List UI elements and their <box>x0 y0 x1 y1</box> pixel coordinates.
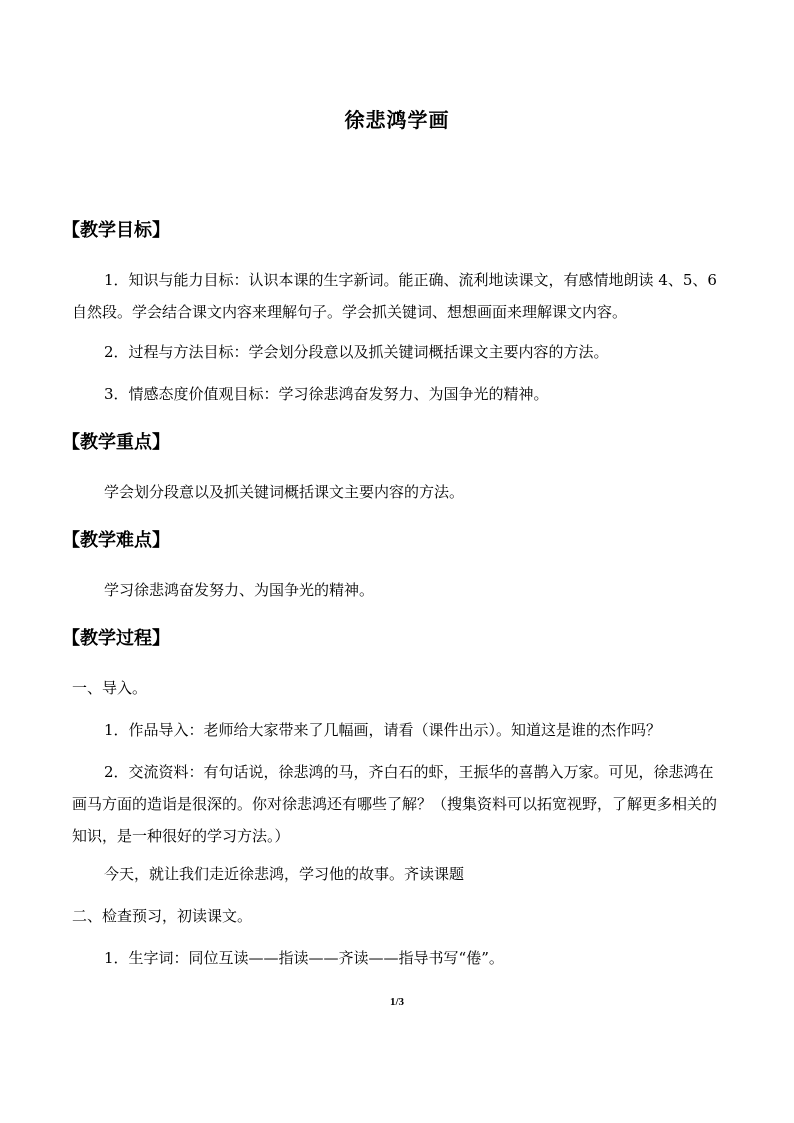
difficulties-text: 学习徐悲鸿奋发努力、为国争光的精神。 <box>104 581 375 599</box>
page-title: 徐悲鸿学画 <box>344 108 450 132</box>
page-number: 1/3 <box>389 996 405 1008</box>
key-points-text: 学会划分段意以及抓关键词概括课文主要内容的方法。 <box>104 483 465 501</box>
section-heading-key-points: 【教学重点】 <box>62 432 170 453</box>
objective-item-1: 1．知识与能力目标：认识本课的生字新词。能正确、流利地读课文，有感情地朗读 4、5、6 自然段。学会结合课文内容来理解句子。学会抓关键词、想想画面来理解课文内容。 <box>72 271 717 321</box>
process-step1-item-1: 1．作品导入：老师给大家带来了几幅画，请看（课件出示）。知道这是谁的杰作吗？ <box>104 721 662 739</box>
process-step2-title: 二、检查预习，初读课文。 <box>72 907 253 925</box>
section-heading-difficulties: 【教学难点】 <box>62 530 170 551</box>
process-step1-item-2: 2．交流资料：有句话说，徐悲鸿的马，齐白石的虾，王振华的喜鹊入万家。可见，徐悲鸿在画马方面的造诣是很深的。你对徐悲鸿还有哪些了解？（搜集资料可以拓宽视野，了解更多相关的知识，是一种很好的学习方法。） <box>72 763 718 845</box>
section-heading-process: 【教学过程】 <box>62 628 170 649</box>
objective-item-2: 2．过程与方法目标：学会划分段意以及抓关键词概括课文主要内容的方法。 <box>104 343 609 361</box>
section-heading-objectives: 【教学目标】 <box>62 220 170 241</box>
objective-item-3: 3．情感态度价值观目标：学习徐悲鸿奋发努力、为国争光的精神。 <box>104 385 549 403</box>
process-step1-item-3: 今天，就让我们走近徐悲鸿，学习他的故事。齐读课题 <box>104 865 465 883</box>
process-step1-title: 一、导入。 <box>72 679 148 697</box>
process-step2-item-1: 1．生字词：同位互读——指读——齐读——指导书写“倦”。 <box>104 949 504 967</box>
